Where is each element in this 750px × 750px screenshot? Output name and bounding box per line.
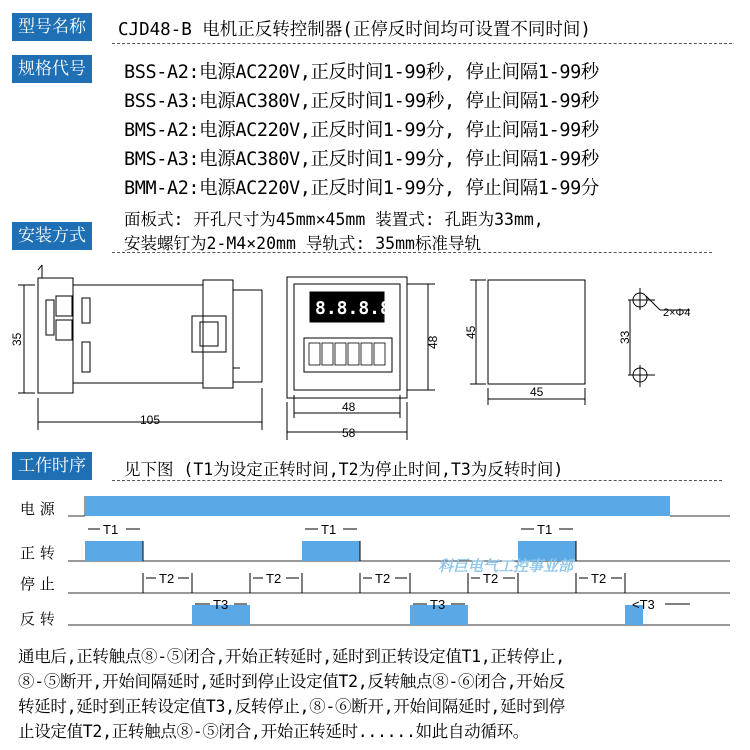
dim-35: 35 bbox=[10, 332, 24, 346]
timing-label: 工作时序 bbox=[12, 452, 92, 480]
forward-pulse-1 bbox=[85, 541, 143, 561]
description-line-1: 通电后,正转触点⑧-⑤闭合,开始正转延时,延时到正转设定值T1,正转停止, bbox=[18, 647, 565, 666]
description-line-4: 止设定值T2,正转触点⑧-⑤闭合,开始正转延时......如此自动循环。 bbox=[18, 722, 529, 741]
install-label: 安装方式 bbox=[12, 222, 92, 250]
model-value: CJD48-B 电机正反转控制器(正停反时间均可设置不同时间) bbox=[118, 20, 591, 40]
spec-line-3: BMS-A2:电源AC220V,正反时间1-99分, 停止间隔1-99秒 bbox=[124, 120, 599, 141]
t1-label-1: T1 bbox=[103, 522, 119, 537]
t1-label-2: T1 bbox=[321, 522, 337, 537]
power-bar bbox=[85, 496, 670, 516]
t2-label-1: T2 bbox=[159, 571, 175, 586]
t2-label-3: T2 bbox=[375, 571, 391, 586]
t2-label-4: T2 bbox=[483, 571, 499, 586]
row-label-forward: 正 转 bbox=[20, 544, 55, 562]
spec-line-1: BSS-A2:电源AC220V,正反时间1-99秒, 停止间隔1-99秒 bbox=[124, 62, 599, 83]
hole-label: 2×Φ4 bbox=[663, 307, 691, 319]
spec-line-5: BMM-A2:电源AC220V,正反时间1-99分, 停止间隔1-99分 bbox=[124, 178, 599, 199]
t1-label-3: T1 bbox=[537, 522, 553, 537]
install-line-2: 安装螺钉为2-M4×20mm 导轨式: 35mm标准导轨 bbox=[124, 234, 481, 253]
description-line-2: ⑧-⑤断开,开始间隔延时,延时到停止设定值T2,反转触点⑧-⑥闭合,开始反 bbox=[18, 672, 565, 691]
dim-58: 58 bbox=[342, 426, 356, 440]
description-line-3: 转延时,延时到正转设定值T3,反转停止,⑧-⑥断开,开始间隔延时,延时到停 bbox=[18, 697, 565, 716]
t2-label-5: T2 bbox=[591, 571, 607, 586]
dim-48-height: 48 bbox=[426, 335, 440, 349]
row-label-stop: 停 止 bbox=[20, 575, 55, 593]
forward-pulse-2 bbox=[302, 541, 360, 561]
row-label-reverse: 反 转 bbox=[20, 610, 55, 628]
t3-label-1: T3 bbox=[213, 597, 229, 612]
install-line-1: 面板式: 开孔尺寸为45mm×45mm 装置式: 孔距为33mm, bbox=[124, 210, 544, 229]
spec-label: 规格代号 bbox=[12, 55, 92, 83]
dim-48-width: 48 bbox=[342, 400, 356, 414]
t2-label-2: T2 bbox=[266, 571, 282, 586]
t3-label-2: T3 bbox=[430, 597, 446, 612]
row-label-power: 电 源 bbox=[20, 500, 55, 518]
watermark: 科巨电气工控事业部 bbox=[438, 557, 574, 575]
dim-45-width: 45 bbox=[530, 385, 544, 399]
display-digits: 8.8.8.8. bbox=[315, 298, 402, 319]
spec-line-4: BMS-A3:电源AC380V,正反时间1-99分, 停止间隔1-99秒 bbox=[124, 149, 599, 170]
spec-line-2: BSS-A3:电源AC380V,正反时间1-99秒, 停止间隔1-99秒 bbox=[124, 91, 599, 112]
timing-caption: 见下图 (T1为设定正转时间,T2为停止时间,T3为反转时间) bbox=[124, 460, 564, 479]
dim-105: 105 bbox=[140, 413, 161, 427]
dim-45-height: 45 bbox=[464, 325, 478, 339]
dim-33: 33 bbox=[618, 330, 632, 344]
t3-label-last: <T3 bbox=[632, 597, 655, 612]
model-label: 型号名称 bbox=[12, 13, 92, 41]
